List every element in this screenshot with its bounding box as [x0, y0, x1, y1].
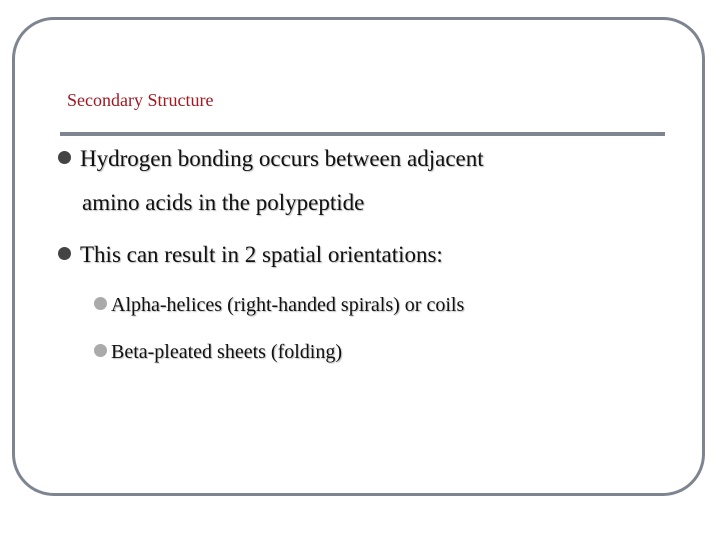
bullet-dot-icon	[58, 247, 71, 260]
subbullet-text: Alpha-helices (right-handed spirals) or coils	[111, 294, 465, 316]
bullet-2	[58, 242, 443, 268]
bullet-dot-icon	[58, 151, 71, 164]
subbullet-1	[94, 294, 464, 317]
subbullet-text: Beta-pleated sheets (folding)	[111, 341, 343, 363]
bullet-text: This can result in 2 spatial orientations:	[80, 242, 443, 267]
slide-title: Secondary Structure	[67, 90, 214, 110]
subbullet-dot-icon	[94, 297, 107, 310]
subbullet-dot-icon	[94, 344, 107, 357]
subbullet-2	[94, 341, 342, 364]
title-divider	[60, 132, 665, 136]
bullet-text: Hydrogen bonding occurs between adjacent	[80, 146, 484, 171]
bullet-1-continuation: amino acids in the polypeptide	[82, 190, 365, 215]
bullet-1	[58, 146, 484, 172]
